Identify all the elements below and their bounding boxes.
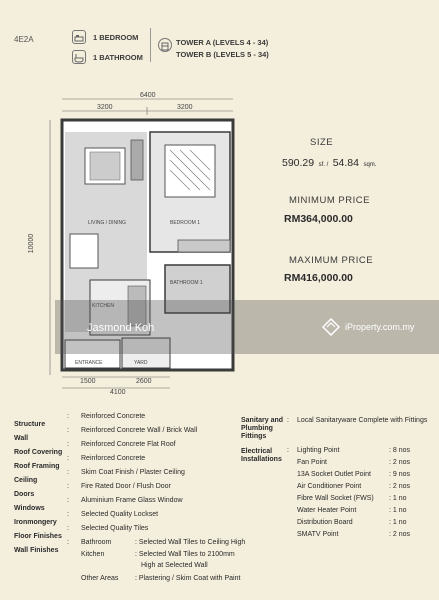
building-icon bbox=[158, 38, 172, 52]
elec-qty: : 2 nos bbox=[389, 531, 411, 538]
dim-top-left: 3200 bbox=[97, 104, 113, 111]
spec-value: Selected Quality Tiles bbox=[81, 525, 149, 532]
elec-qty: : 8 nos bbox=[389, 447, 411, 454]
elec-item: Fan Point bbox=[297, 459, 327, 466]
bath-icon bbox=[72, 50, 86, 64]
wall-bathroom-value: : Selected Wall Tiles to Ceiling High bbox=[135, 539, 246, 546]
room-living: LIVING / DINING bbox=[88, 220, 127, 226]
spec-value: Reinforced Concrete Flat Roof bbox=[81, 441, 176, 448]
header-bar bbox=[0, 22, 439, 70]
spec-value: Aluminium Frame Glass Window bbox=[81, 497, 183, 504]
tower-b: TOWER B (LEVELS 5 - 34) bbox=[176, 50, 269, 59]
spec-value: Fire Rated Door / Flush Door bbox=[81, 483, 171, 490]
watermark-logo-icon bbox=[322, 318, 340, 336]
dim-bottom-left: 1500 bbox=[80, 378, 96, 385]
min-price-title: MINIMUM PRICE bbox=[289, 195, 370, 206]
electrical-label: Electrical bbox=[241, 448, 273, 455]
elec-item: Fibre Wall Socket (FWS) bbox=[297, 495, 374, 502]
elec-qty: : 1 no bbox=[389, 507, 407, 514]
wall-kitchen-value: : Selected Wall Tiles to 2100mm bbox=[135, 551, 235, 558]
elec-item: Lighting Point bbox=[297, 447, 340, 454]
dim-top-right: 3200 bbox=[177, 104, 193, 111]
spec-row: Ironmongery bbox=[14, 519, 57, 526]
dim-bottom-mid: 2600 bbox=[136, 378, 152, 385]
wall-bathroom-label: Bathroom bbox=[81, 539, 112, 546]
spec-row: Wall Finishes bbox=[14, 547, 59, 554]
spec-row: Doors bbox=[14, 491, 35, 498]
spec-row: Structure bbox=[14, 421, 46, 428]
wall-other-label: Other Areas bbox=[81, 575, 119, 582]
sanitary-label3: Fittings bbox=[241, 433, 267, 440]
room-bedroom: BEDROOM 1 bbox=[170, 220, 201, 226]
spec-row: Floor Finishes bbox=[14, 533, 62, 540]
size-value: 590.29 sf. / 54.84 sqm. bbox=[282, 157, 377, 169]
room-bathroom: BATHROOM 1 bbox=[170, 280, 203, 286]
sanitary-label: Sanitary and bbox=[241, 417, 284, 424]
elec-item: Distribution Board bbox=[297, 519, 353, 526]
watermark-site: iProperty.com.my bbox=[345, 322, 415, 332]
spec-row: Roof Framing bbox=[14, 463, 60, 470]
elec-item: Air Conditioner Point bbox=[297, 483, 362, 490]
room-yard: YARD bbox=[134, 360, 148, 366]
spec-value: Reinforced Concrete Wall / Brick Wall bbox=[81, 427, 198, 434]
elec-qty: : 1 no bbox=[389, 495, 407, 502]
dim-top: 6400 bbox=[140, 92, 156, 99]
room-kitchen: KITCHEN bbox=[92, 303, 114, 309]
dim-bottom: 4100 bbox=[110, 389, 126, 396]
unit-code: 4E2A bbox=[14, 35, 34, 44]
spec-row: Ceiling bbox=[14, 477, 38, 484]
spec-row: Windows bbox=[14, 505, 45, 512]
spec-value: Skim Coat Finish / Plaster Ceiling bbox=[81, 469, 185, 476]
elec-item: Water Heater Point bbox=[297, 507, 357, 514]
tower-a: TOWER A (LEVELS 4 - 34) bbox=[176, 38, 269, 47]
max-price-value: RM416,000.00 bbox=[284, 272, 353, 284]
electrical-label2: Installations bbox=[241, 456, 282, 463]
spec-value: Reinforced Concrete bbox=[81, 413, 146, 420]
watermark-name: Jasmond Koh bbox=[87, 322, 155, 334]
dim-left: 10000 bbox=[28, 233, 36, 254]
spec-value: Selected Quality Lockset bbox=[81, 511, 159, 518]
min-price-value: RM364,000.00 bbox=[284, 213, 353, 225]
bathroom-count: 1 BATHROOM bbox=[93, 53, 143, 62]
elec-qty: : 9 nos bbox=[389, 471, 411, 478]
sanitary-label2: Plumbing bbox=[241, 425, 273, 432]
sanitary-value: Local Sanitaryware Complete with Fittings bbox=[297, 417, 428, 424]
spec-value: Reinforced Concrete bbox=[81, 455, 146, 462]
elec-item: SMATV Point bbox=[297, 531, 339, 538]
size-title: SIZE bbox=[310, 137, 334, 148]
bedroom-count: 1 BEDROOM bbox=[93, 33, 139, 42]
spec-row: Wall bbox=[14, 435, 29, 442]
bed-icon bbox=[72, 30, 86, 44]
wall-other-value: : Plastering / Skim Coat with Paint bbox=[135, 575, 241, 582]
room-entrance: ENTRANCE bbox=[75, 360, 103, 366]
spec-row: Roof Covering bbox=[14, 449, 63, 456]
max-price-title: MAXIMUM PRICE bbox=[289, 255, 374, 266]
elec-qty: : 2 nos bbox=[389, 459, 411, 466]
elec-qty: : 1 no bbox=[389, 519, 407, 526]
wall-kitchen-label: Kitchen bbox=[81, 551, 105, 558]
wall-kitchen-value2: High at Selected Wall bbox=[141, 562, 208, 569]
divider bbox=[150, 28, 151, 62]
elec-qty: : 2 nos bbox=[389, 483, 411, 490]
elec-item: 13A Socket Outlet Point bbox=[297, 471, 371, 478]
